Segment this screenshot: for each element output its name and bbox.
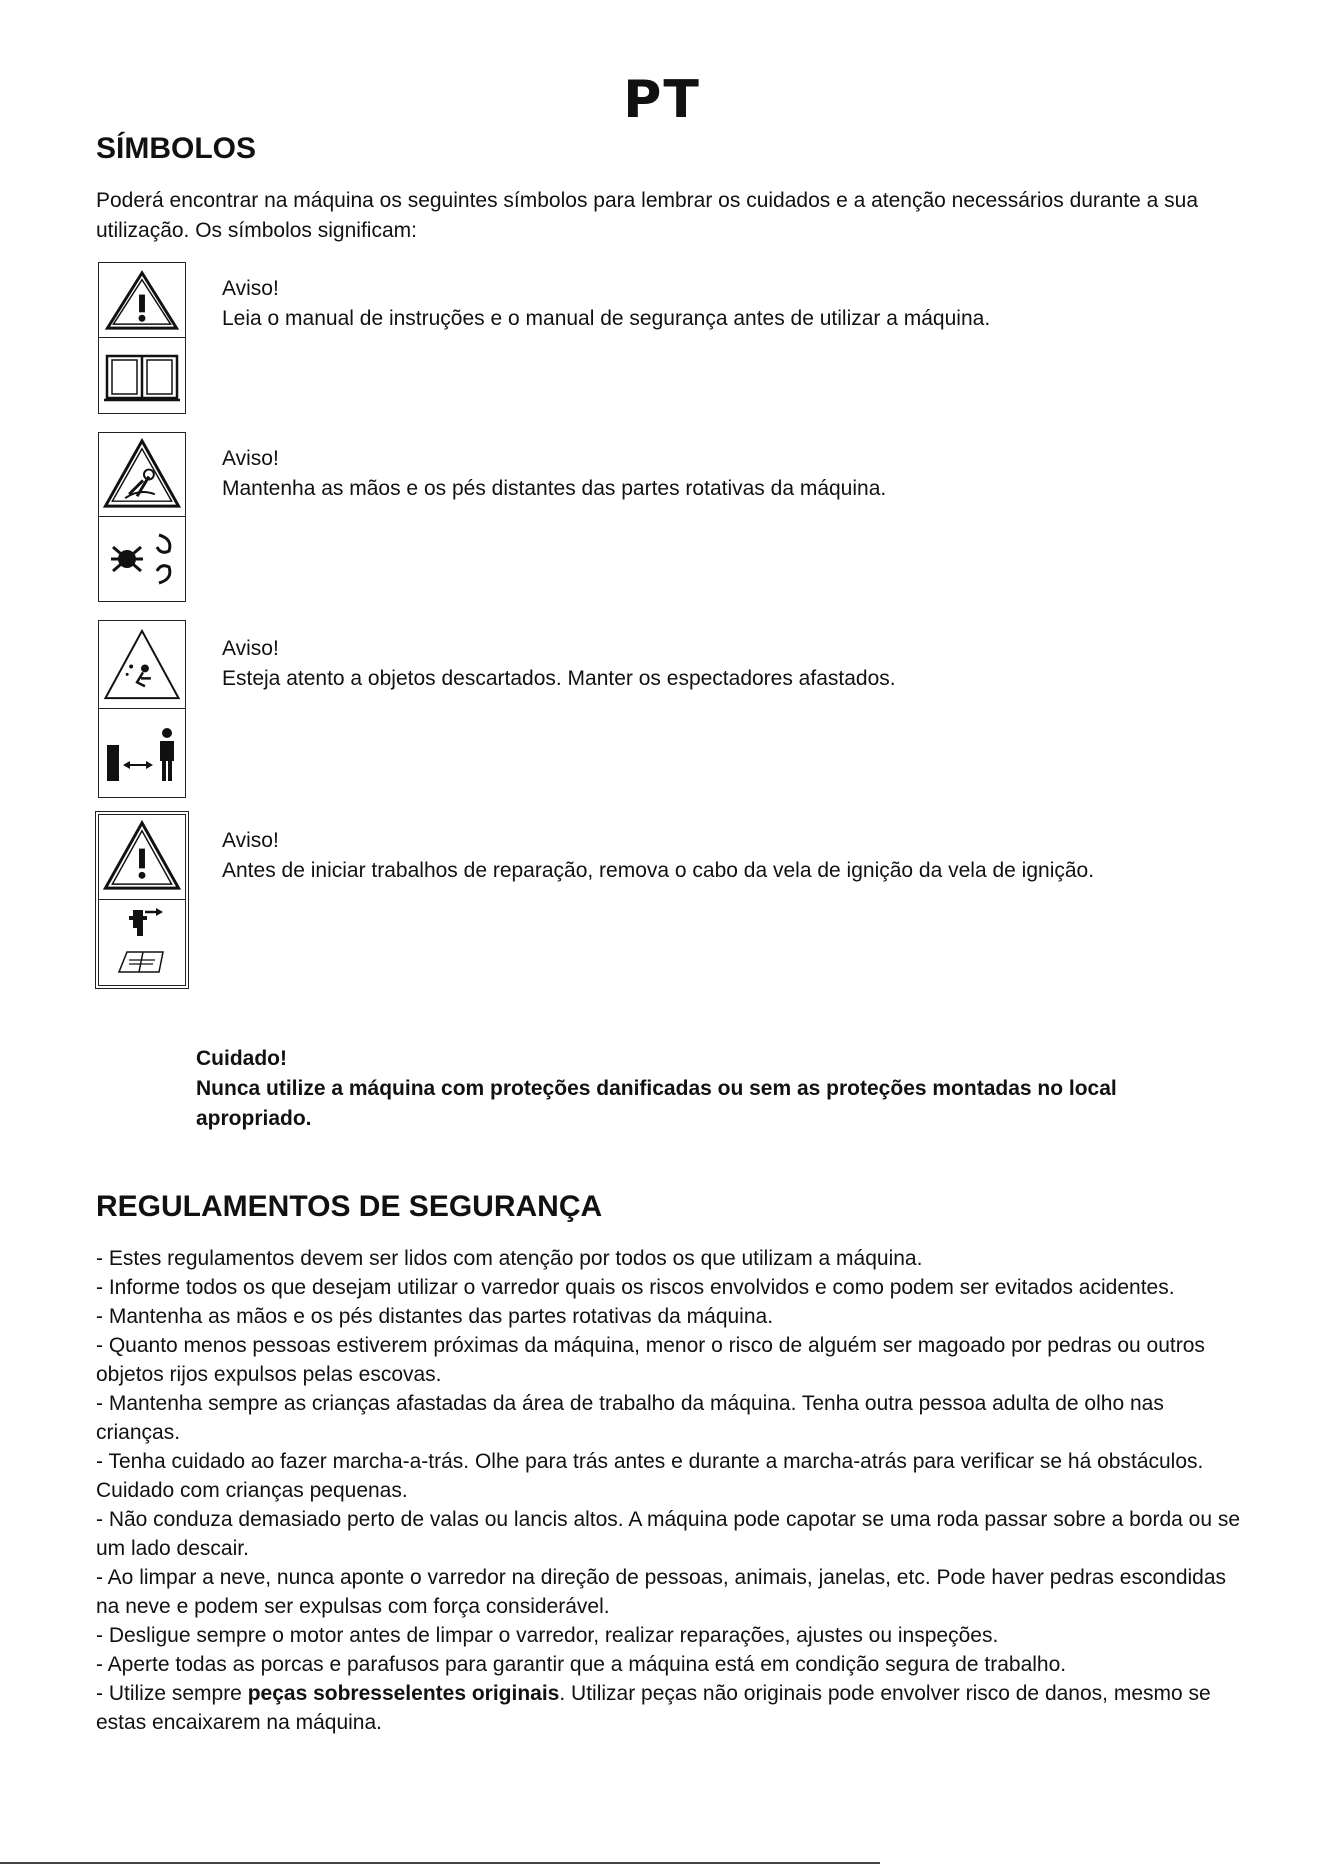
symbol-heading-4: Aviso! <box>222 829 279 852</box>
thrown-objects-warning-icon <box>99 621 185 709</box>
symbol-box-4 <box>98 814 186 986</box>
footer-divider <box>0 1862 880 1864</box>
symbol-heading-1: Aviso! <box>222 277 279 300</box>
symbol-heading-3: Aviso! <box>222 637 279 660</box>
safety-rule: - Estes regulamentos devem ser lidos com atenção por todos os que utilizam a máquina. <box>96 1247 923 1270</box>
caution-text: Nunca utilize a máquina com proteções danificadas ou sem as proteções montadas no local apropriado. <box>196 1077 1117 1130</box>
safety-rule: - Ao limpar a neve, nunca aponte o varredor na direção de pessoas, animais, janelas, etc. Pode haver pedras escondidas na neve e podem ser expulsas com força considerável. <box>96 1566 1227 1618</box>
symbol-box-2 <box>98 432 186 602</box>
safety-rule: - Aperte todas as porcas e parafusos para garantir que a máquina está em condição segura de trabalho. <box>96 1653 1067 1676</box>
rule-suffix: . Utilizar peças não originais pode envolver risco de danos, mesmo se estas encaixarem na máquina. <box>96 1682 1211 1734</box>
safety-title: REGULAMENTOS DE SEGURANÇA <box>96 1190 603 1223</box>
rule-bold-text: peças sobresselentes originais <box>247 1682 560 1705</box>
symbol-text-4: Antes de iniciar trabalhos de reparação, remova o cabo da vela de ignição da vela de ignição. <box>222 859 1095 882</box>
symbol-text-1: Leia o manual de instruções e o manual de segurança antes de utilizar a máquina. <box>222 307 991 330</box>
symbol-text-2: Mantenha as mãos e os pés distantes das partes rotativas da máquina. <box>222 477 887 500</box>
rule-prefix: - Utilize sempre <box>96 1682 248 1705</box>
symbols-intro: Poderá encontrar na máquina os seguintes símbolos para lembrar os cuidados e a atenção necessários durante a sua utilização. Os símbolos significam: <box>96 189 1198 242</box>
caution-heading: Cuidado! <box>196 1047 287 1070</box>
warning-triangle-icon <box>99 815 185 900</box>
hand-fan-icon <box>99 517 185 601</box>
safety-rule: - Não conduza demasiado perto de valas ou lancis altos. A máquina pode capotar se uma roda passar sobre a borda ou se um lado descair. <box>96 1508 1241 1560</box>
safety-rule-original-parts <box>96 1679 1246 1737</box>
symbols-title: SÍMBOLOS <box>96 132 257 165</box>
keep-distance-icon <box>99 709 185 797</box>
symbol-text-3: Esteja atento a objetos descartados. Manter os espectadores afastados. <box>222 667 896 690</box>
caution-note <box>196 1044 1196 1134</box>
manual-book-icon <box>99 338 185 413</box>
page-language-code: PT <box>623 70 701 130</box>
safety-rule: - Informe todos os que desejam utilizar o varredor quais os riscos envolvidos e como podem ser evitados acidentes. <box>96 1276 1175 1299</box>
symbol-box-1 <box>98 262 186 414</box>
safety-rule: - Tenha cuidado ao fazer marcha-a-trás. Olhe para trás antes e durante a marcha-atrás para verificar se há obstáculos. Cuidado com crianças pequenas. <box>96 1450 1204 1502</box>
spark-plug-manual-icon <box>99 900 185 985</box>
symbol-heading-2: Aviso! <box>222 447 279 470</box>
safety-rule: - Mantenha sempre as crianças afastadas da área de trabalho da máquina. Tenha outra pessoa adulta de olho nas crianças. <box>96 1392 1164 1444</box>
safety-rules-list <box>96 1244 1246 1737</box>
safety-rule: - Desligue sempre o motor antes de limpar o varredor, realizar reparações, ajustes ou inspeções. <box>96 1624 999 1647</box>
safety-rule: - Mantenha as mãos e os pés distantes das partes rotativas da máquina. <box>96 1305 774 1328</box>
rotating-parts-warning-icon <box>99 433 185 517</box>
warning-triangle-icon <box>99 263 185 338</box>
symbol-box-3 <box>98 620 186 798</box>
safety-rule: - Quanto menos pessoas estiverem próximas da máquina, menor o risco de alguém ser magoado por pedras ou outros objetos rijos expulsos pelas escovas. <box>96 1334 1205 1386</box>
